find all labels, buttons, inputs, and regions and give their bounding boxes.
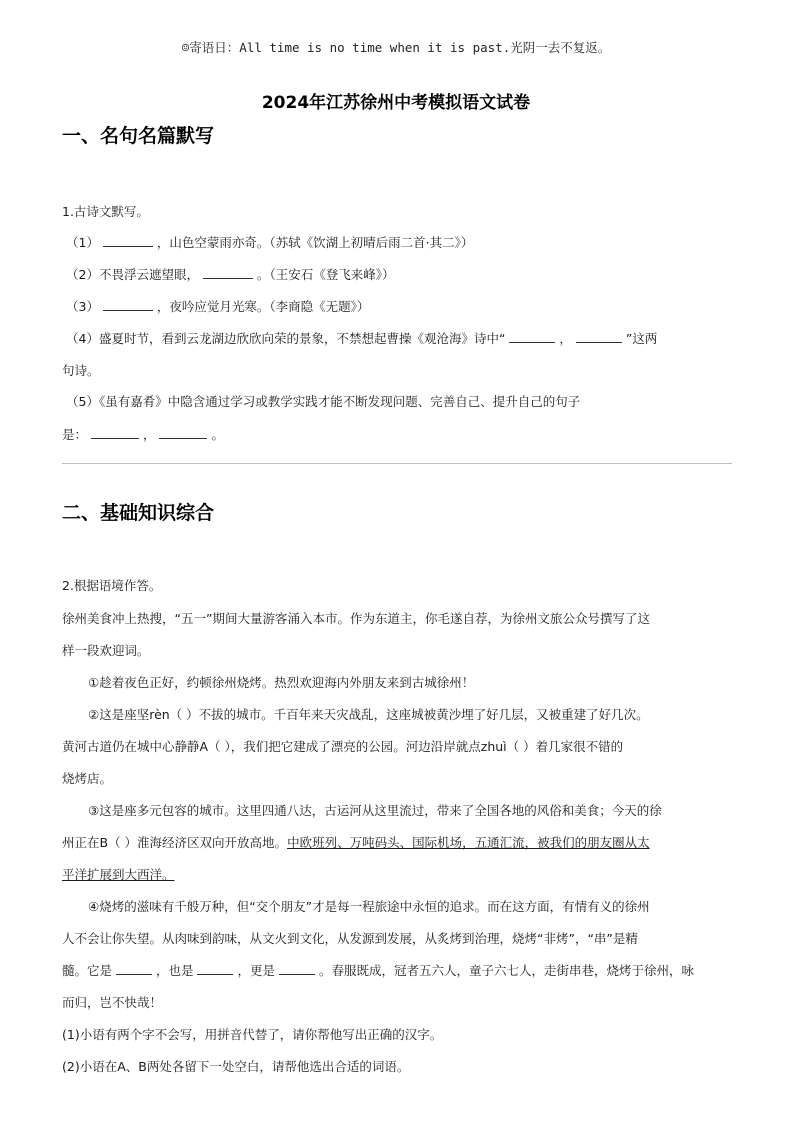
paragraph-4-text-b: ，也是: [155, 963, 194, 978]
paragraph-1: ①趁着夜色正好，约顿徐州烧烤。热烈欢迎海内外朋友来到古城徐州！: [88, 675, 475, 690]
paragraph-3-line-2: [62, 833, 650, 851]
paragraph-4-text-a: 髓。它是: [62, 963, 113, 978]
answer-blank[interactable]: [103, 298, 153, 312]
paragraph-4-line-3: [62, 961, 694, 979]
paragraph-2-line-1: ②这是座坚rèn（ ）不拔的城市。千百年来天灾战乱，这座城被黄沙埋了好几层，又被重建了好几次。: [88, 707, 649, 722]
item-4-separator: ，: [559, 331, 572, 346]
sub-question-1: (1)小语有两个字不会写，用拼音代替了，请你帮他写出正确的汉字。: [62, 1027, 443, 1042]
answer-blank[interactable]: [91, 426, 139, 440]
question-1-item-1: [66, 233, 473, 251]
question-1-item-4-continued: 句诗。: [62, 363, 100, 378]
question-1-item-4: [66, 329, 657, 347]
item-5-prefix: 是：: [62, 427, 88, 442]
question-2-stem: 2.根据语境作答。: [62, 578, 162, 593]
paragraph-4-text-c: ，更是: [237, 963, 275, 978]
section-2-heading: 二、基础知识综合: [62, 502, 215, 524]
paragraph-3-line-1: ③这是座多元包容的城市。这里四通八达，古运河从这里流过，带来了全国各地的风俗和美食；今天的徐: [88, 803, 662, 818]
paragraph-2-line-2: 黄河古道仍在城中心静静A（ ），我们把它建成了漂亮的公园。河边沿岸就点zhuì（ ）着几家很不错的: [62, 739, 624, 754]
paragraph-3-line-3: [62, 865, 175, 883]
intro-line-1: 徐州美食冲上热搜，“五一”期间大量游客涌入本市。作为东道主，你毛遂自荐，为徐州文旅公众号撰写了这: [62, 611, 650, 626]
paragraph-3-plain-text: 州正在B（ ）淮海经济区双向开放高地。: [62, 835, 288, 850]
answer-blank[interactable]: [116, 962, 152, 976]
paragraph-4-line-1: ④烧烤的滋味有千般万种，但“交个朋友”才是每一程旅途中永恒的追求。而在这方面，有情有义的徐州: [88, 899, 650, 914]
item-5-separator: ，: [142, 427, 156, 442]
answer-blank[interactable]: [197, 962, 233, 976]
item-5-suffix: 。: [211, 427, 224, 442]
paragraph-4-line-4: 而归，岂不快哉！: [62, 995, 163, 1010]
answer-blank[interactable]: [159, 426, 207, 440]
question-1-stem: 1.古诗文默写。: [62, 204, 149, 219]
sub-question-2: (2)小语在A、B两处各留下一处空白，请帮他选出合适的词语。: [62, 1059, 410, 1074]
item-4-prefix: （4）盛夏时节，看到云龙湖边欣欣向荣的景象，不禁想起曹操《观沧海》诗中“: [66, 331, 506, 346]
answer-blank[interactable]: [203, 266, 253, 280]
underlined-sentence-continued: 平洋扩展到大西洋。: [62, 867, 175, 882]
item-3-suffix: ，夜吟应觉月光寒。（李商隐《无题》）: [156, 299, 370, 314]
underlined-sentence: 中欧班列、万吨码头、国际机场，五通汇流，被我们的朋友圈从太: [287, 835, 650, 850]
question-1-item-2: [66, 265, 394, 283]
intro-line-2: 样一段欢迎词。: [62, 643, 150, 658]
answer-blank[interactable]: [279, 962, 315, 976]
answer-blank[interactable]: [509, 330, 555, 344]
paragraph-2-line-3: 烧烤店。: [62, 771, 113, 786]
item-2-suffix: 。（王安石《登飞来峰》）: [256, 267, 395, 282]
section-1-heading: 一、名句名篇默写: [62, 125, 215, 147]
item-4-suffix: ”这两: [625, 331, 658, 346]
item-2-prefix: （2）不畏浮云遮望眼，: [66, 267, 199, 282]
item-1-suffix: ，山色空蒙雨亦奇。（苏轼《饮湖上初晴后雨二首·其二》）: [156, 235, 474, 250]
question-1-item-5-answer-line: [62, 425, 224, 443]
question-1-item-3: [66, 297, 369, 315]
answer-blank[interactable]: [576, 330, 622, 344]
paragraph-4-text-d: 。春服既成，冠者五六人，童子六七人，走街串巷，烧烤于徐州，咏: [318, 963, 694, 978]
motto-line: ☺寄语日：All time is no time when it is past.光阴一去不复返。: [181, 40, 611, 55]
paragraph-4-line-2: 人不会让你失望。从肉味到韵味，从文火到文化，从发源到发展，从炙烤到治理，烧烤“非烤”，“串”是精: [62, 931, 638, 946]
item-3-prefix: （3）: [66, 299, 99, 314]
answer-blank[interactable]: [103, 234, 153, 248]
item-1-prefix: （1）: [66, 235, 99, 250]
question-1-item-5: （5）《虽有嘉肴》中隐含通过学习或教学实践才能不断发现问题、完善自己、提升自己的句子: [66, 394, 581, 409]
document-title: 2024年江苏徐州中考模拟语文试卷: [261, 93, 531, 113]
section-divider: [62, 463, 732, 464]
